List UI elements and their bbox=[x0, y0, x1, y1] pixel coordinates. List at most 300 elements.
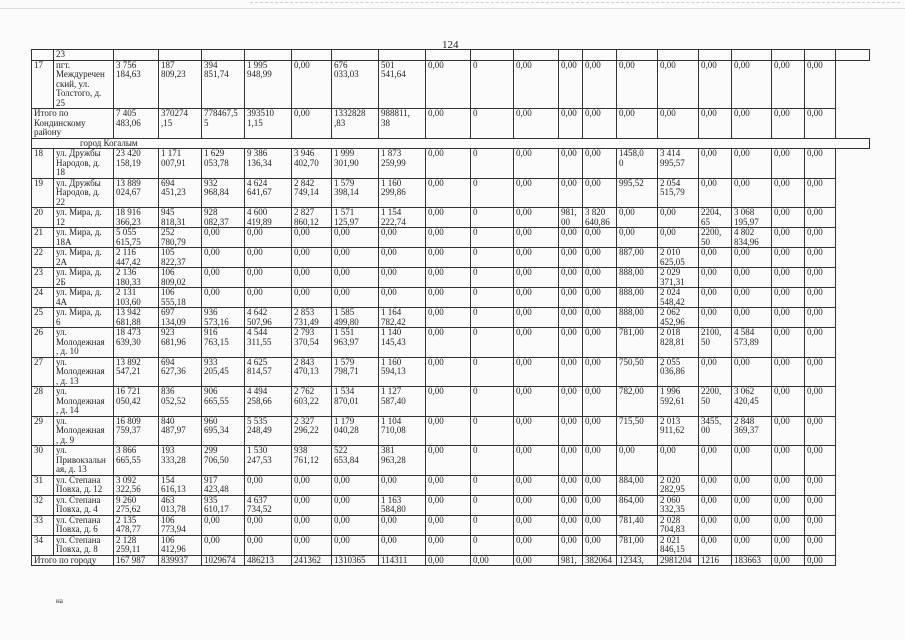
table-cell bbox=[583, 50, 617, 61]
table-cell: 0,00 bbox=[583, 328, 617, 358]
table-cell: 0,00 bbox=[559, 149, 583, 179]
table-cell: 0,00 bbox=[805, 60, 836, 109]
table-cell: 0,00 bbox=[805, 387, 836, 417]
table-cell: 23 bbox=[54, 50, 114, 61]
table-cell: 0,00 bbox=[426, 446, 471, 476]
table-cell: 0,00 bbox=[379, 248, 426, 268]
table-cell: 2 842 749,14 bbox=[292, 178, 332, 208]
table-cell: 0,00 bbox=[583, 268, 617, 288]
table-cell: 154 616,13 bbox=[159, 475, 202, 495]
table-row bbox=[32, 446, 870, 476]
table-cell: 2 024 548,42 bbox=[658, 288, 699, 308]
table-cell: 2 128 259,11 bbox=[114, 535, 159, 555]
table-row bbox=[32, 60, 870, 109]
table-cell: 0,00 bbox=[559, 535, 583, 555]
table-row bbox=[32, 149, 870, 179]
table-cell: 0,00 bbox=[426, 60, 471, 109]
table-cell: 1 571 125,97 bbox=[332, 208, 379, 228]
table-cell: 0,00 bbox=[514, 268, 559, 288]
table-cell: 299 706,50 bbox=[202, 446, 245, 476]
table-cell: 0,00 bbox=[202, 515, 245, 535]
table-cell: 0 bbox=[471, 248, 514, 268]
table-cell: 26 bbox=[32, 328, 54, 358]
table-cell: 0,00 bbox=[332, 475, 379, 495]
table-cell: 0,00 bbox=[559, 515, 583, 535]
table-cell: 2 055 036,86 bbox=[658, 357, 699, 387]
table-cell: 4 802 834,96 bbox=[732, 228, 772, 248]
table-cell: 1 154 222,74 bbox=[379, 208, 426, 228]
table-cell: 1 579 398,14 bbox=[332, 178, 379, 208]
table-cell: 715,50 bbox=[617, 416, 658, 446]
table-cell: 31 bbox=[32, 475, 54, 495]
table-cell: 2200, 50 bbox=[699, 228, 732, 248]
table-cell: 988811, 38 bbox=[379, 109, 426, 139]
table-cell: 9 386 136,34 bbox=[245, 149, 292, 179]
table-cell: 0,00 bbox=[514, 178, 559, 208]
section-row bbox=[32, 138, 870, 149]
table-cell: 0,00 bbox=[426, 308, 471, 328]
table-cell: 936 573,16 bbox=[202, 308, 245, 328]
table-cell: ул. Мира, д. 18А bbox=[54, 228, 114, 248]
table-cell: 0,00 bbox=[245, 535, 292, 555]
table-cell: 1 104 710,08 bbox=[379, 416, 426, 446]
table-row bbox=[32, 495, 870, 515]
table-cell: 0,00 bbox=[426, 288, 471, 308]
table-cell: 0,00 bbox=[379, 268, 426, 288]
table-cell: 1 179 040,28 bbox=[332, 416, 379, 446]
table-cell: город Когалым bbox=[32, 138, 870, 149]
table-cell: 22 bbox=[32, 248, 54, 268]
table-cell: 781,40 bbox=[617, 515, 658, 535]
table-cell: 0,00 bbox=[583, 178, 617, 208]
table-cell: 1 171 007,91 bbox=[159, 149, 202, 179]
table-cell: 0,00 bbox=[471, 555, 514, 566]
table-cell bbox=[617, 50, 658, 61]
table-cell bbox=[836, 50, 870, 61]
table-cell: 0,00 bbox=[514, 515, 559, 535]
table-cell: 29 bbox=[32, 416, 54, 446]
table-cell: 0,00 bbox=[805, 268, 836, 288]
table-cell: 1 585 499,80 bbox=[332, 308, 379, 328]
table-cell: 945 818,31 bbox=[159, 208, 202, 228]
table-cell: 0 bbox=[471, 228, 514, 248]
table-cell: 694 627,36 bbox=[159, 357, 202, 387]
table-cell: ул. Мира, д. 12 bbox=[54, 208, 114, 228]
table-cell: 0,00 bbox=[559, 228, 583, 248]
table-cell: 0,00 bbox=[426, 555, 471, 566]
table-cell: 750,50 bbox=[617, 357, 658, 387]
table-row bbox=[32, 268, 870, 288]
table-cell: 0,00 bbox=[772, 555, 805, 566]
table-cell: 0,00 bbox=[583, 149, 617, 179]
table-cell: 16 809 759,37 bbox=[114, 416, 159, 446]
table-cell: 0,00 bbox=[658, 109, 699, 139]
table-cell: 167 987 bbox=[114, 555, 159, 566]
table-cell: 0,00 bbox=[426, 178, 471, 208]
table-cell: 28 bbox=[32, 387, 54, 417]
table-cell: 0,00 bbox=[805, 288, 836, 308]
table-cell: 0,00 bbox=[805, 357, 836, 387]
registry-table bbox=[31, 49, 870, 566]
table-cell: 0,00 bbox=[514, 416, 559, 446]
table-cell: 1 629 053,78 bbox=[202, 149, 245, 179]
table-cell: 4 494 258,66 bbox=[245, 387, 292, 417]
table-cell: 864,00 bbox=[617, 495, 658, 515]
table-cell: ул. Мира, д. 4А bbox=[54, 288, 114, 308]
table-cell: 0,00 bbox=[292, 288, 332, 308]
table-cell: 0,00 bbox=[559, 288, 583, 308]
table-cell: 0,00 bbox=[292, 475, 332, 495]
table-cell: 0,00 bbox=[699, 446, 732, 476]
table-cell: 938 761,12 bbox=[292, 446, 332, 476]
table-cell: 0,00 bbox=[699, 109, 732, 139]
table-cell bbox=[202, 50, 245, 61]
table-cell: 0,00 bbox=[583, 308, 617, 328]
table-cell: 4 624 641,67 bbox=[245, 178, 292, 208]
table-cell: 0,00 bbox=[772, 495, 805, 515]
table-cell: 5 055 615,75 bbox=[114, 228, 159, 248]
table-cell: 2204, 65 bbox=[699, 208, 732, 228]
table-cell: 2 054 515,79 bbox=[658, 178, 699, 208]
table-cell: 0,00 bbox=[805, 178, 836, 208]
table-cell: 888,00 bbox=[617, 268, 658, 288]
table-cell: 25 bbox=[32, 308, 54, 328]
table-cell: 906 665,55 bbox=[202, 387, 245, 417]
table-cell: 0,00 bbox=[583, 60, 617, 109]
table-cell: 0,00 bbox=[805, 555, 836, 566]
table-cell: 0 bbox=[471, 495, 514, 515]
table-cell: 0,00 bbox=[245, 268, 292, 288]
table-cell: 2 028 704,83 bbox=[658, 515, 699, 535]
table-cell: 0,00 bbox=[772, 387, 805, 417]
table-cell: 839937 bbox=[159, 555, 202, 566]
table-cell: 2 848 369,37 bbox=[732, 416, 772, 446]
table-cell: 0,00 bbox=[617, 208, 658, 228]
table-cell: 0 bbox=[471, 416, 514, 446]
table-cell: 0,00 bbox=[617, 60, 658, 109]
table-cell: 241362 bbox=[292, 555, 332, 566]
table-cell: пгт. Междуречен ский, ул. Толстого, д. 25 bbox=[54, 60, 114, 109]
table-row bbox=[32, 387, 870, 417]
table-cell: 2 793 370,54 bbox=[292, 328, 332, 358]
table-cell: 0,00 bbox=[772, 515, 805, 535]
table-cell: 917 423,48 bbox=[202, 475, 245, 495]
table-cell: 0,00 bbox=[772, 308, 805, 328]
table-cell: 0 bbox=[471, 109, 514, 139]
table-cell bbox=[114, 50, 159, 61]
table-cell: 2 060 332,35 bbox=[658, 495, 699, 515]
footer-mark: на bbox=[56, 597, 63, 605]
table-cell: 0,00 bbox=[514, 475, 559, 495]
table-cell: 0,00 bbox=[583, 535, 617, 555]
table-cell: 0,00 bbox=[772, 446, 805, 476]
table-cell: 888,00 bbox=[617, 288, 658, 308]
table-cell: 0,00 bbox=[732, 515, 772, 535]
table-cell: ул. Молодежная , д. 9 bbox=[54, 416, 114, 446]
table-cell bbox=[292, 50, 332, 61]
table-cell: ул. Мира, д. 2Б bbox=[54, 268, 114, 288]
table-cell: 0 bbox=[471, 178, 514, 208]
table-cell: 3 866 665,55 bbox=[114, 446, 159, 476]
table-cell: 0 bbox=[471, 357, 514, 387]
table-cell: 0,00 bbox=[658, 446, 699, 476]
table-cell: 2 136 180,33 bbox=[114, 268, 159, 288]
table-cell: 4 625 814,57 bbox=[245, 357, 292, 387]
table-cell: 0,00 bbox=[805, 208, 836, 228]
table-cell: 0,00 bbox=[583, 248, 617, 268]
table-cell: 0,00 bbox=[514, 387, 559, 417]
table-cell: 995,52 bbox=[617, 178, 658, 208]
table-cell: 0,00 bbox=[772, 60, 805, 109]
table-cell: 0,00 bbox=[699, 268, 732, 288]
table-cell: 0,00 bbox=[559, 109, 583, 139]
table-cell: 3 756 184,63 bbox=[114, 60, 159, 109]
table-cell: 0,00 bbox=[559, 387, 583, 417]
table-cell: 106 412,96 bbox=[159, 535, 202, 555]
table-cell bbox=[379, 50, 426, 61]
table-cell: 0,00 bbox=[699, 60, 732, 109]
table-cell: 0,00 bbox=[332, 268, 379, 288]
table-cell: 0,00 bbox=[732, 308, 772, 328]
table-row bbox=[32, 328, 870, 358]
table-cell: 0,00 bbox=[583, 387, 617, 417]
table-cell: 0,00 bbox=[426, 268, 471, 288]
table-cell bbox=[514, 50, 559, 61]
table-cell: 1029674 bbox=[202, 555, 245, 566]
table-cell: ул. Дружбы Народов, д. 22 bbox=[54, 178, 114, 208]
table-cell: 0,00 bbox=[805, 515, 836, 535]
table-cell: 0,00 bbox=[514, 109, 559, 139]
table-cell: 0 bbox=[471, 208, 514, 228]
total-row bbox=[32, 555, 870, 566]
table-cell: 0,00 bbox=[658, 208, 699, 228]
table-cell: 0,00 bbox=[559, 178, 583, 208]
table-cell: 0,00 bbox=[245, 475, 292, 495]
table-cell: 2 327 296,22 bbox=[292, 416, 332, 446]
table-cell: 2 062 452,96 bbox=[658, 308, 699, 328]
table-cell: 1 127 587,40 bbox=[379, 387, 426, 417]
table-cell: 0,00 bbox=[805, 535, 836, 555]
table-cell: 0,00 bbox=[732, 268, 772, 288]
table-cell: 0,00 bbox=[292, 515, 332, 535]
table-cell: 0,00 bbox=[732, 149, 772, 179]
table-cell: 0,00 bbox=[202, 288, 245, 308]
table-cell: 2200, 50 bbox=[699, 387, 732, 417]
table-cell: 501 541,64 bbox=[379, 60, 426, 109]
table-cell: 21 bbox=[32, 228, 54, 248]
table-cell: 1 140 145,43 bbox=[379, 328, 426, 358]
table-cell: 2100, 50 bbox=[699, 328, 732, 358]
table-row bbox=[32, 288, 870, 308]
table-cell: 0,00 bbox=[732, 178, 772, 208]
table-cell: 2 131 103,60 bbox=[114, 288, 159, 308]
table-cell: 252 780,79 bbox=[159, 228, 202, 248]
table-cell bbox=[332, 50, 379, 61]
table-cell: 1332828 ,83 bbox=[332, 109, 379, 139]
table-cell: 0,00 bbox=[699, 248, 732, 268]
table-cell: 0,00 bbox=[732, 535, 772, 555]
table-cell: 23 bbox=[32, 268, 54, 288]
table-cell: 0,00 bbox=[426, 208, 471, 228]
table-cell: 0,00 bbox=[426, 495, 471, 515]
table-cell: 0,00 bbox=[732, 357, 772, 387]
table-cell: 0 bbox=[471, 308, 514, 328]
table-cell: 0,00 bbox=[426, 475, 471, 495]
table-cell: 370274 ,15 bbox=[159, 109, 202, 139]
table-cell: 183663 bbox=[732, 555, 772, 566]
table-cell: 0,00 bbox=[514, 555, 559, 566]
table-cell: 3 414 995,57 bbox=[658, 149, 699, 179]
table-cell: 34 bbox=[32, 535, 54, 555]
table-cell: 2981204 bbox=[658, 555, 699, 566]
table-cell: ул. Молодежная , д. 14 bbox=[54, 387, 114, 417]
table-row bbox=[32, 178, 870, 208]
table-cell: ул. Привокзальн ая, д. 13 bbox=[54, 446, 114, 476]
table-cell: 0 bbox=[471, 387, 514, 417]
table-cell: 0,00 bbox=[805, 495, 836, 515]
table-cell: 0,00 bbox=[772, 149, 805, 179]
table-cell: 0,00 bbox=[805, 248, 836, 268]
table-cell: 916 763,15 bbox=[202, 328, 245, 358]
table-cell: 0,00 bbox=[732, 475, 772, 495]
table-cell: 0,00 bbox=[732, 248, 772, 268]
table-cell: 0,00 bbox=[805, 308, 836, 328]
table-cell: 0,00 bbox=[426, 149, 471, 179]
table-cell: 4 600 419,89 bbox=[245, 208, 292, 228]
table-cell: 0,00 bbox=[379, 475, 426, 495]
table-cell: 0,00 bbox=[514, 208, 559, 228]
table-cell: 393510 1,15 bbox=[245, 109, 292, 139]
table-cell: 0,00 bbox=[379, 228, 426, 248]
table-cell: 0,00 bbox=[805, 328, 836, 358]
table-cell: 3 062 420,45 bbox=[732, 387, 772, 417]
table-cell: 676 033,03 bbox=[332, 60, 379, 109]
table-cell: 2 021 846,15 bbox=[658, 535, 699, 555]
table-cell: 0,00 bbox=[617, 228, 658, 248]
table-cell: 0,00 bbox=[514, 288, 559, 308]
table-cell: 0,00 bbox=[514, 446, 559, 476]
table-cell: 18 bbox=[32, 149, 54, 179]
table-cell: 781,00 bbox=[617, 328, 658, 358]
table-cell: 13 892 547,21 bbox=[114, 357, 159, 387]
table-cell: 9 260 275,62 bbox=[114, 495, 159, 515]
table-cell: 4 637 734,52 bbox=[245, 495, 292, 515]
table-cell: 928 082,37 bbox=[202, 208, 245, 228]
table-body bbox=[32, 50, 870, 566]
table-cell: 114311 bbox=[379, 555, 426, 566]
table-cell: 193 333,28 bbox=[159, 446, 202, 476]
table-cell: 0 bbox=[471, 475, 514, 495]
table-cell: 0,00 bbox=[245, 228, 292, 248]
table-row bbox=[32, 50, 870, 61]
table-cell: 888,00 bbox=[617, 308, 658, 328]
table-row bbox=[32, 308, 870, 328]
table-cell: 0,00 bbox=[699, 357, 732, 387]
table-cell: 18 473 639,30 bbox=[114, 328, 159, 358]
table-cell: 18 916 366,23 bbox=[114, 208, 159, 228]
table-cell: 0,00 bbox=[292, 228, 332, 248]
table-cell: ул. Степана Повха, д. 8 bbox=[54, 535, 114, 555]
table-cell: 0,00 bbox=[658, 228, 699, 248]
table-cell: 0,00 bbox=[559, 248, 583, 268]
table-cell bbox=[805, 50, 836, 61]
table-cell: 1458,0 0 bbox=[617, 149, 658, 179]
table-cell: 1 996 592,61 bbox=[658, 387, 699, 417]
table-cell: 0,00 bbox=[332, 515, 379, 535]
table-cell: 0,00 bbox=[699, 308, 732, 328]
table-cell: 0,00 bbox=[583, 515, 617, 535]
table-cell: 0,00 bbox=[583, 495, 617, 515]
table-cell: 0,00 bbox=[805, 416, 836, 446]
table-cell: 394 851,74 bbox=[202, 60, 245, 109]
scan-artifact bbox=[250, 2, 900, 9]
table-cell: 5 535 248,49 bbox=[245, 416, 292, 446]
table-cell: 0,00 bbox=[379, 288, 426, 308]
table-cell: 840 487,97 bbox=[159, 416, 202, 446]
table-cell: 778467,5 5 bbox=[202, 109, 245, 139]
table-cell: 0,00 bbox=[202, 535, 245, 555]
table-cell: 32 bbox=[32, 495, 54, 515]
table-cell: 694 451,23 bbox=[159, 178, 202, 208]
table-cell: 0,00 bbox=[514, 60, 559, 109]
table-cell: 0,00 bbox=[559, 495, 583, 515]
table-cell: 0,00 bbox=[514, 357, 559, 387]
table-cell: 0,00 bbox=[426, 109, 471, 139]
table-cell: 0,00 bbox=[514, 308, 559, 328]
table-cell: 0,00 bbox=[583, 228, 617, 248]
table-cell: 0,00 bbox=[559, 60, 583, 109]
table-cell: 0,00 bbox=[332, 535, 379, 555]
table-cell: 0,00 bbox=[583, 446, 617, 476]
table-cell: 0,00 bbox=[559, 357, 583, 387]
table-cell: 960 695,34 bbox=[202, 416, 245, 446]
table-cell: 0,00 bbox=[658, 60, 699, 109]
table-cell bbox=[159, 50, 202, 61]
table-cell: 0,00 bbox=[379, 515, 426, 535]
table-cell: 1 579 798,71 bbox=[332, 357, 379, 387]
table-cell: 382064 bbox=[583, 555, 617, 566]
table-cell: 0,00 bbox=[514, 149, 559, 179]
table-cell: 0 bbox=[471, 328, 514, 358]
table-cell: 24 bbox=[32, 288, 54, 308]
table-cell: 0 bbox=[471, 535, 514, 555]
table-cell: 0,00 bbox=[699, 149, 732, 179]
table-cell: 486213 bbox=[245, 555, 292, 566]
table-cell: 0,00 bbox=[805, 109, 836, 139]
table-cell bbox=[245, 50, 292, 61]
table-cell: 0,00 bbox=[245, 288, 292, 308]
table-cell: 3 820 640,86 bbox=[583, 208, 617, 228]
registry-table-sheet bbox=[31, 49, 869, 566]
table-cell: 2 827 860,12 bbox=[292, 208, 332, 228]
table-cell: 0,00 bbox=[772, 109, 805, 139]
table-cell: 0,00 bbox=[202, 248, 245, 268]
table-cell: 0,00 bbox=[292, 495, 332, 515]
table-cell: ул. Степана Повха, д. 6 bbox=[54, 515, 114, 535]
table-cell bbox=[772, 50, 805, 61]
table-row bbox=[32, 515, 870, 535]
table-cell: 106 809,02 bbox=[159, 268, 202, 288]
table-cell: 20 bbox=[32, 208, 54, 228]
table-cell: 0,00 bbox=[559, 416, 583, 446]
table-cell: 0,00 bbox=[292, 109, 332, 139]
table-cell: 933 205,45 bbox=[202, 357, 245, 387]
table-cell: 0,00 bbox=[617, 446, 658, 476]
table-cell: 105 822,37 bbox=[159, 248, 202, 268]
table-cell: 0,00 bbox=[583, 416, 617, 446]
table-cell: 0,00 bbox=[772, 475, 805, 495]
table-cell: 27 bbox=[32, 357, 54, 387]
